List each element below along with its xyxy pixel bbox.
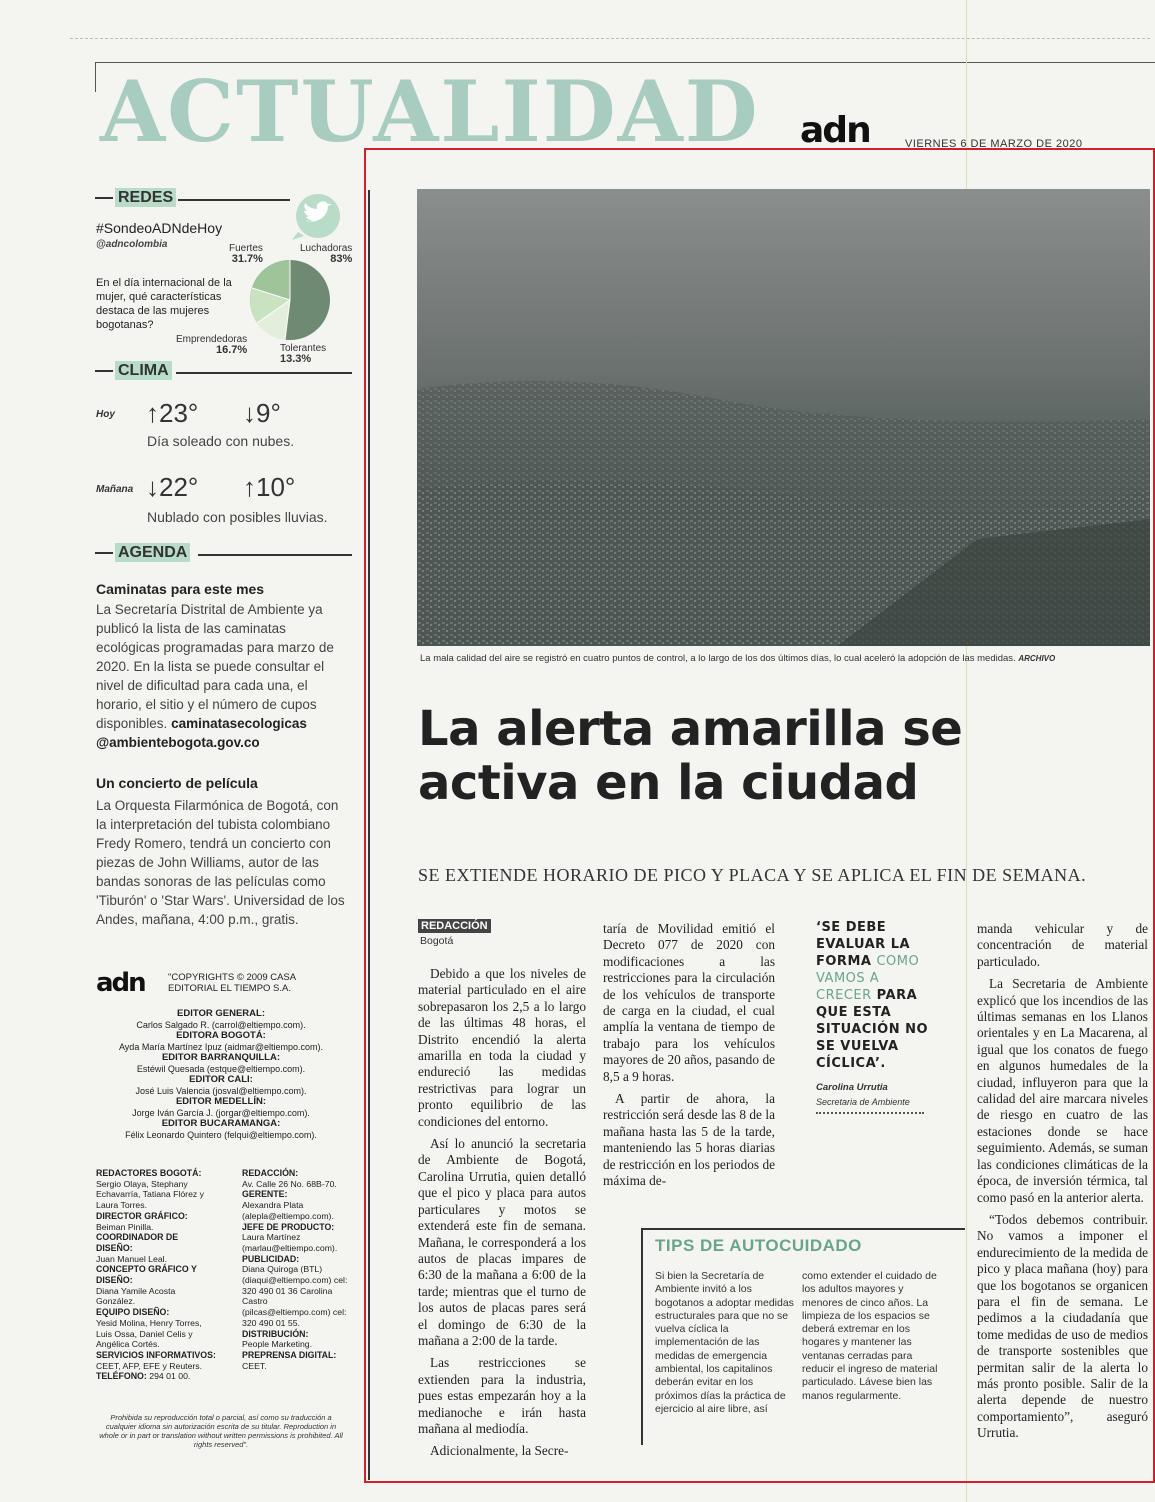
agenda-item-1-link[interactable]: caminatasecologicas @ambientebogota.gov.co (96, 716, 307, 750)
paragraph: taría de Movilidad emitió el Decreto 077 de 2020 con modificaciones a las restricciones para la circulación de los vehículos de transporte de carga en la ciudad, el cual amplía la ventana de tiempo de trabajo para los vehículos mayores de 20 años, pasando de 8,5 a 9 horas. (603, 921, 775, 1084)
pull-quote: ‘SE DEBE EVALUAR LA FORMA COMO VAMOS A CRECER PARA QUE ESTA SITUACIÓN NO SE VUELVA CÍCLICA’. (816, 920, 929, 1071)
editor-entry: EDITOR MEDELLÍN: Jorge Iván García J. (jorgar@eltiempo.com). (132, 1096, 310, 1118)
agenda-label: AGENDA (95, 544, 190, 562)
poll-question: En el día internacional de la mujer, qué características destaca de las mujeres bogotanas? (96, 277, 232, 331)
column-divider (368, 190, 370, 1480)
agenda-rule (198, 554, 352, 556)
tips-title: TIPS DE AUTOCUIDADO (655, 1236, 862, 1255)
brand-logo: adn (800, 110, 870, 151)
paragraph: Así lo anunció la secretaria de Ambiente de Bogotá, Carolina Urrutia, quien detalló que el pico y placa para autos particulares y motos se extenderá este fin de semana. Mañana, le corresponderá a los autos de placas impares de 6:30 de la mañana a 6:00 de la tarde; mientras que el turno de los autos de placas pares será el domingo de 6:30 de la mañana a 2:00 de la tarde. (418, 1136, 586, 1348)
paragraph: Debido a que los niveles de material particulado en el aire sobrepasaron los 2,5 a lo largo de las últimas 48 horas, el Distrito encendió la alerta amarilla en toda la ciudad y endureció las medidas restrictivas para lograr un pronto equilibrio de las condiciones del entorno. (418, 966, 586, 1129)
byline-city: Bogotá (420, 935, 454, 947)
editor-entry: EDITOR BUCARAMANGA: Félix Leonardo Quintero (felqui@eltiempo.com). (125, 1118, 317, 1140)
today-label: Hoy (96, 409, 115, 420)
editor-entry: EDITORA BOGOTÁ: Ayda María Martínez Ipuz (aidmar@eltiempo.com). (118, 1030, 324, 1052)
masthead-staff-right (242, 1168, 352, 1371)
poll-hashtag: #SondeoADNdeHoy (96, 220, 223, 236)
poll-handle: @adncolombia (96, 239, 168, 250)
paragraph: A partir de ahora, la restricción será desde las 8 de la mañana hasta las 5 de la tarde, manteniendo las 5 horas diarias de restricción en los periodos de máxima de- (603, 1091, 775, 1189)
staff-entry: DISTRIBUCIÓN: People Marketing. (242, 1328, 313, 1350)
tomorrow-label: Mañana (96, 484, 134, 495)
quote-author: Carolina Urrutia (816, 1082, 888, 1093)
today-max: ↑23° (146, 398, 199, 428)
city-aerial-photo (417, 189, 1150, 646)
tomorrow-temp-a: ↓22° (146, 472, 199, 502)
staff-entry: TELÉFONO: 294 01 00. (96, 1371, 191, 1382)
clima-label: CLIMA (95, 362, 172, 380)
paragraph: Adicionalmente, la Secre- (430, 1443, 569, 1459)
staff-entry: GERENTE: Alexandra Plata (alepla@eltiempo.com). (242, 1189, 334, 1221)
poll-label-fuertes: Fuertes 31.7% (229, 243, 263, 265)
staff-entry: SERVICIOS INFORMATIVOS: CEET, AFP, EFE y Reuters. (96, 1349, 216, 1371)
photo-caption: La mala calidad del aire se registró en cuatro puntos de control, a lo largo de los dos últimos días, lo cual aceleró la adopción de las medidas. ARCHIVO (420, 653, 1056, 664)
masthead-staff-left (96, 1168, 216, 1382)
byline-badge: REDACCIÓN (418, 919, 491, 933)
tips-column-1: Si bien la Secretaría de Ambiente invitó a los bogotanos a adoptar medidas estructurales para que no se vuelva cíclica la implementación de las medidas de emergencia ambiental, los capitalinos deberán evitar en los próximos días la práctica de ejercicio al aire libre, así (655, 1270, 794, 1415)
article-column-1 (418, 966, 586, 1466)
today-forecast: Día soleado con nubes. (147, 433, 295, 449)
redes-label: REDES (95, 189, 176, 207)
agenda-item-1-title: Caminatas para este mes (96, 581, 265, 597)
staff-entry: PREPRENSA DIGITAL: CEET. (242, 1349, 337, 1371)
page-edge-dots (70, 38, 1150, 39)
masthead-copyright: "COPYRIGHTS © 2009 CASA EDITORIAL EL TIEMPO S.A. (168, 972, 297, 994)
staff-entry: PUBLICIDAD: Diana Quiroga (BTL) (diaqui@eltiempo.com) cel: 320 490 01 36 Carolina Castro (pilcas@eltiempo.com) cel: 320 490 01 55. (242, 1253, 348, 1328)
staff-entry: CONCEPTO GRÁFICO Y DISEÑO: Diana Yamile Acosta González. (96, 1264, 197, 1307)
poll-label-luchadoras: Luchadoras 83% (300, 243, 353, 265)
issue-date: VIERNES 6 DE MARZO DE 2020 (905, 138, 1083, 150)
agenda-item-2-title: Un concierto de película (96, 775, 258, 791)
masthead-logo: adn (96, 968, 145, 998)
agenda-item-1-text: La Secretaría Distrital de Ambiente ya publicó la lista de las caminatas ecológicas programadas para marzo de 2020. En la lista se puede consultar el nivel de dificultad para cada una, el horario, el sitio y el número de cupos disponibles. caminatasecologicas @ambientebogota.gov.co (96, 602, 334, 750)
tips-column-2: como extender el cuidado de los adultos mayores y menores de cinco años. La limpieza de los espacios se deberá extremar en los hogares y mantener las ventanas cerradas para reducir el ingreso de material particulado. Lávese bien las manos regularmente. (802, 1270, 938, 1402)
article-column-4 (977, 921, 1148, 1448)
editor-entry: EDITOR BARRANQUILLA: Estéwil Quesada (estque@eltiempo.com). (136, 1052, 306, 1074)
staff-entry: EQUIPO DISEÑO: Yesid Molina, Henry Torres, Luis Ossa, Daniel Celis y Angélica Cortés. (96, 1307, 202, 1350)
staff-entry: DIRECTOR GRÁFICO: Beiman Pinilla. (96, 1210, 188, 1232)
paragraph: “Todos debemos contribuir. No vamos a imponer el endurecimiento de la medida de pico y placa mañana (hoy) para que los bogotanos se organicen para el fin de semana. Le pedimos a la ciudadanía que tome medidas de uso de medios de transporte sostenibles que permitan salir de la alerta lo más pronto posible. Salir de la alerta depende de nuestro comportamiento”, aseguró Urrutia. (977, 1211, 1148, 1441)
twitter-bubble-icon (288, 192, 348, 242)
redes-rule (178, 199, 290, 201)
today-min: ↓9° (243, 398, 281, 428)
clima-rule (176, 372, 352, 374)
quote-author-role: Secretaria de Ambiente (816, 1097, 910, 1107)
staff-entry: REDACCIÓN: Av. Calle 26 No. 68B-70. (242, 1168, 337, 1189)
masthead-editors (96, 1008, 346, 1140)
article-column-2 (603, 921, 775, 1196)
staff-entry: COORDINADOR DE DISEÑO: Juan Manuel Leal. (96, 1232, 179, 1264)
tomorrow-forecast: Nublado con posibles lluvias. (147, 509, 328, 525)
staff-entry: REDACTORES BOGOTÁ: Sergio Olaya, Stephany Echavarría, Tatiana Flórez y Laura Torres. (96, 1168, 204, 1211)
agenda-item-2-text: La Orquesta Filarmónica de Bogotá, con la interpretación del tubista colombiano Fredy Romero, tendrá un concierto con piezas de John Williams, autor de las bandas sonoras de las películas como 'Tiburón' o 'Star Wars'. Universidad de los Andes, mañana, 4:00 p.m., gratis. (96, 798, 345, 927)
article-subhead: SE EXTIENDE HORARIO DE PICO Y PLACA Y SE APLICA EL FIN DE SEMANA. (418, 865, 1087, 885)
poll-label-emprendedoras: Emprendedoras 16.7% (176, 334, 248, 356)
paragraph: La Secretaria de Ambiente explicó que los incendios de las últimas semanas en los Llanos orientales y en La Macarena, al igual que los conatos de fuego en algunos humedales de la ciudad, influyeron para que la calidad del aire marcara niveles de riesgo en cuatro de las estaciones donde se hace seguimiento. Además, se suman las condiciones climáticas de la época, de inversión térmica, tal como pasó en la anterior alerta. (977, 976, 1148, 1205)
editor-entry: EDITOR CALI: José Luis Valencia (josval@eltiempo.com). (135, 1074, 307, 1096)
quote-divider (816, 1112, 924, 1114)
section-title: ACTUALIDAD (100, 62, 760, 161)
poll-pie-chart (245, 255, 335, 345)
masthead-legal: Prohibida su reproducción total o parcial, así como su traducción a cualquier idioma sin autorización escrita de su titular. Reproduction in whole or in part or translation without written permissions is prohibited. All rights reserved". (99, 1413, 343, 1449)
editor-entry: EDITOR GENERAL: Carlos Salgado R. (carrol@eltiempo.com). (136, 1008, 306, 1030)
header-rule-left (95, 62, 96, 92)
paragraph: Las restricciones se extienden para la industria, pues estas empezarán hoy a la medianoche e irán hasta mañana al mediodía. (418, 1355, 586, 1436)
paragraph: manda vehicular y de concentración de material particulado. (977, 921, 1148, 969)
tomorrow-temp-b: ↑10° (243, 472, 296, 502)
staff-entry: JEFE DE PRODUCTO: Laura Martínez (marlau@eltiempo.com). (242, 1221, 338, 1253)
article-headline: La alerta amarilla se activa en la ciudad (418, 701, 963, 811)
poll-label-tolerantes: Tolerantes 13.3% (280, 343, 327, 365)
